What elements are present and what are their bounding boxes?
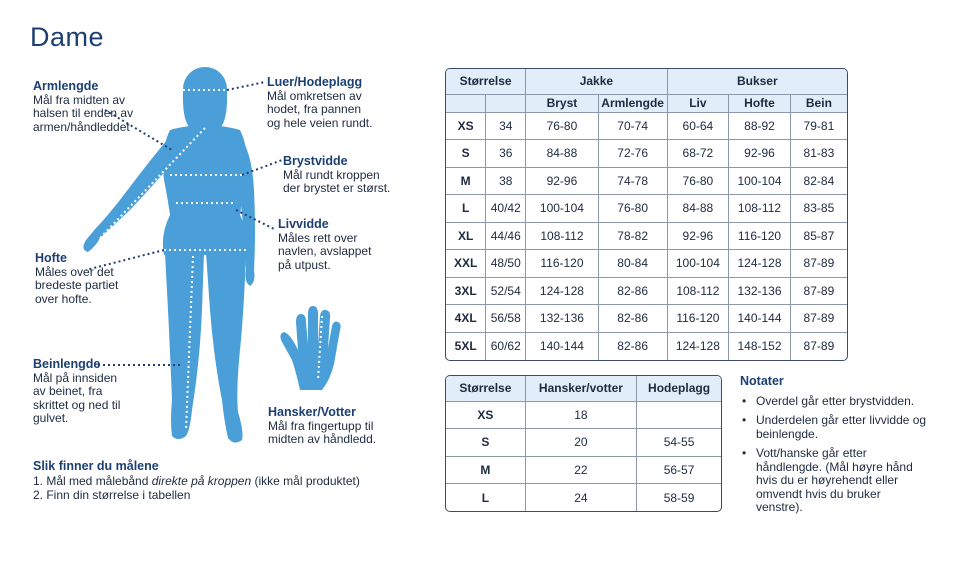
note-item: • Overdel går etter brystvidden. [740,395,930,409]
table-cell-arm: 82-86 [598,305,667,333]
note-hofte-line: Måles over det [35,264,114,279]
note-armlengde-line: Mål fra midten av [33,92,126,107]
notes-section [740,375,930,521]
table-row [446,401,721,429]
column-header-storrelse: Størrelse [446,376,525,401]
table-cell-hansker: 20 [525,429,636,457]
table-cell-arm: 80-84 [598,250,667,278]
note-luer-line: hodet, fra pannen [267,102,362,116]
note-beinlengde-line: Mål på innsiden [33,370,118,385]
table-cell-size: S [446,140,486,168]
accessory-table [445,375,722,512]
table-row [446,112,847,140]
table-cell-arm: 76-80 [598,195,667,223]
table-cell-size: S [446,429,525,457]
group-header-bukser: Bukser [667,69,847,94]
note-luer [267,76,372,130]
column-header-liv: Liv [667,94,729,112]
table-cell-hofte: 100-104 [729,167,791,195]
note-item: • Vott/hanske går etter håndlengde. (Mål høyre hånd hvis du er høyrehendt eller omvendt hvis du bruker venstre). [740,447,930,515]
table-cell-bryst: 76-80 [526,112,599,140]
table-cell-size: XS [446,401,525,429]
table-cell-arm: 70-74 [598,112,667,140]
table-row [446,332,847,360]
table-row [446,195,847,223]
table-row [446,456,721,484]
table-cell-hofte: 148-152 [729,332,791,360]
howto-step-1-em: direkte på kroppen [151,474,252,488]
table-cell-hansker: 18 [525,401,636,429]
table-cell-size: XL [446,222,486,250]
table-row [446,222,847,250]
note-luer-line: og hele veien rundt. [267,115,373,130]
note-brystvidde-line: Mål rundt kroppen [283,167,380,182]
note-hansker-line: midten av håndledd. [268,432,377,446]
note-beinlengde-head: Beinlengde [33,357,101,371]
column-header-armlengde: Armlengde [598,94,667,112]
table-cell-arm: 82-86 [598,277,667,305]
table-cell-liv: 124-128 [667,332,729,360]
table-cell-size: L [446,195,486,223]
note-armlengde-line: armen/håndleddet [33,119,130,134]
table-cell-size: L [446,484,525,512]
note-livvidde-line: på utpust. [278,257,331,272]
page-title: Dame [30,22,105,52]
table-cell-hode: 56-57 [637,456,721,484]
table-cell-bein: 87-89 [790,250,847,278]
note-brystvidde-head: Brystvidde [283,154,348,168]
table-row [446,140,847,168]
note-beinlengde-line: av beinet, fra [33,384,103,398]
table-cell-hofte: 132-136 [729,277,791,305]
table-cell-hode: 54-55 [637,429,721,457]
size-table [445,68,848,361]
table-cell-bein: 79-81 [790,112,847,140]
table-cell-hofte: 108-112 [729,195,791,223]
table-cell-eu: 60/62 [486,332,526,360]
table-cell-size: XXL [446,250,486,278]
note-hofte-line: over hofte. [35,291,92,306]
table-row [446,305,847,333]
howto-step-1 [33,474,360,488]
column-header-hofte: Hofte [729,94,791,112]
table-cell-arm: 78-82 [598,222,667,250]
note-armlengde [33,80,133,134]
table-cell-liv: 76-80 [667,167,729,195]
column-header-bein: Bein [790,94,847,112]
table-cell-eu: 36 [486,140,526,168]
table-cell-eu: 56/58 [486,305,526,333]
notes-head: Notater [740,374,784,388]
table-row [446,277,847,305]
table-cell-arm: 82-86 [598,332,667,360]
howto-step-2: 2. Finn din størrelse i tabellen [33,488,191,502]
table-cell-bryst: 124-128 [526,277,599,305]
table-cell-hofte: 124-128 [729,250,791,278]
table-row [446,484,721,512]
note-item: • Underdelen går etter livvidde og beinlengde. [740,414,930,441]
note-hansker [268,406,376,447]
note-armlengde-line: halsen til enden av [33,106,134,120]
table-row [446,250,847,278]
table-cell-liv: 92-96 [667,222,729,250]
hand-icon [280,306,340,390]
table-row [446,167,847,195]
table-cell-hode: 58-59 [637,484,721,512]
table-cell-hansker: 24 [525,484,636,512]
note-armlengde-head: Armlengde [33,79,99,93]
note-beinlengde-line: skrittet og ned til [33,397,121,412]
table-cell-hofte: 92-96 [729,140,791,168]
table-cell-bryst: 92-96 [526,167,599,195]
table-cell-hofte: 116-120 [729,222,791,250]
table-cell-eu: 52/54 [486,277,526,305]
note-livvidde-line: navlen, avslappet [278,244,372,258]
table-cell-size: 4XL [446,305,486,333]
size-header: Størrelse [446,69,526,94]
note-hansker-head: Hansker/Votter [268,405,356,419]
note-hansker-line: Mål fra fingertupp til [268,418,374,433]
table-cell-hode [637,401,721,429]
column-header-blank [446,94,486,112]
note-hofte-head: Hofte [35,251,67,265]
table-cell-bein: 81-83 [790,140,847,168]
table-row [446,429,721,457]
table-cell-liv: 116-120 [667,305,729,333]
note-brystvidde [283,155,390,196]
table-cell-size: M [446,456,525,484]
table-cell-bryst: 140-144 [526,332,599,360]
note-luer-head: Luer/Hodeplagg [267,75,363,89]
table-cell-arm: 72-76 [598,140,667,168]
table-cell-size: M [446,167,486,195]
table-cell-bein: 87-89 [790,305,847,333]
note-livvidde-head: Livvidde [278,217,329,231]
table-cell-arm: 74-78 [598,167,667,195]
table-cell-bein: 87-89 [790,332,847,360]
table-cell-bryst: 116-120 [526,250,599,278]
table-cell-liv: 68-72 [667,140,729,168]
note-luer-line: Mål omkretsen av [267,88,362,103]
note-beinlengde [33,358,120,426]
table-cell-liv: 84-88 [667,195,729,223]
table-cell-bryst: 84-88 [526,140,599,168]
column-header-hansker: Hansker/votter [525,376,636,401]
note-livvidde-line: Måles rett over [278,230,358,245]
column-header-bryst: Bryst [526,94,599,112]
table-cell-liv: 60-64 [667,112,729,140]
table-cell-eu: 44/46 [486,222,526,250]
howto-step-1-pre: 1. Mål med målebånd [33,474,152,488]
table-cell-liv: 100-104 [667,250,729,278]
table-cell-size: XS [446,112,486,140]
table-cell-eu: 48/50 [486,250,526,278]
note-brystvidde-line: der brystet er størst. [283,181,391,195]
column-header-blank [486,94,526,112]
table-cell-hofte: 140-144 [729,305,791,333]
howto-head: Slik finner du målene [33,459,159,473]
note-beinlengde-line: gulvet. [33,411,69,425]
howto-section [33,459,360,502]
table-cell-bein: 83-85 [790,195,847,223]
table-cell-eu: 34 [486,112,526,140]
table-cell-bryst: 132-136 [526,305,599,333]
note-hofte-line: bredeste partiet [35,278,119,292]
note-hofte [35,252,118,306]
table-cell-eu: 38 [486,167,526,195]
table-cell-bryst: 100-104 [526,195,599,223]
table-cell-liv: 108-112 [667,277,729,305]
column-header-hodeplagg: Hodeplagg [637,376,721,401]
table-cell-eu: 40/42 [486,195,526,223]
table-cell-size: 3XL [446,277,486,305]
table-cell-size: 5XL [446,332,486,360]
group-header-jakke: Jakke [526,69,667,94]
table-cell-bein: 87-89 [790,277,847,305]
table-cell-bein: 85-87 [790,222,847,250]
table-cell-bein: 82-84 [790,167,847,195]
note-livvidde [278,218,371,272]
table-cell-bryst: 108-112 [526,222,599,250]
table-cell-hansker: 22 [525,456,636,484]
table-cell-hofte: 88-92 [729,112,791,140]
howto-step-1-post: (ikke mål produktet) [251,474,360,488]
